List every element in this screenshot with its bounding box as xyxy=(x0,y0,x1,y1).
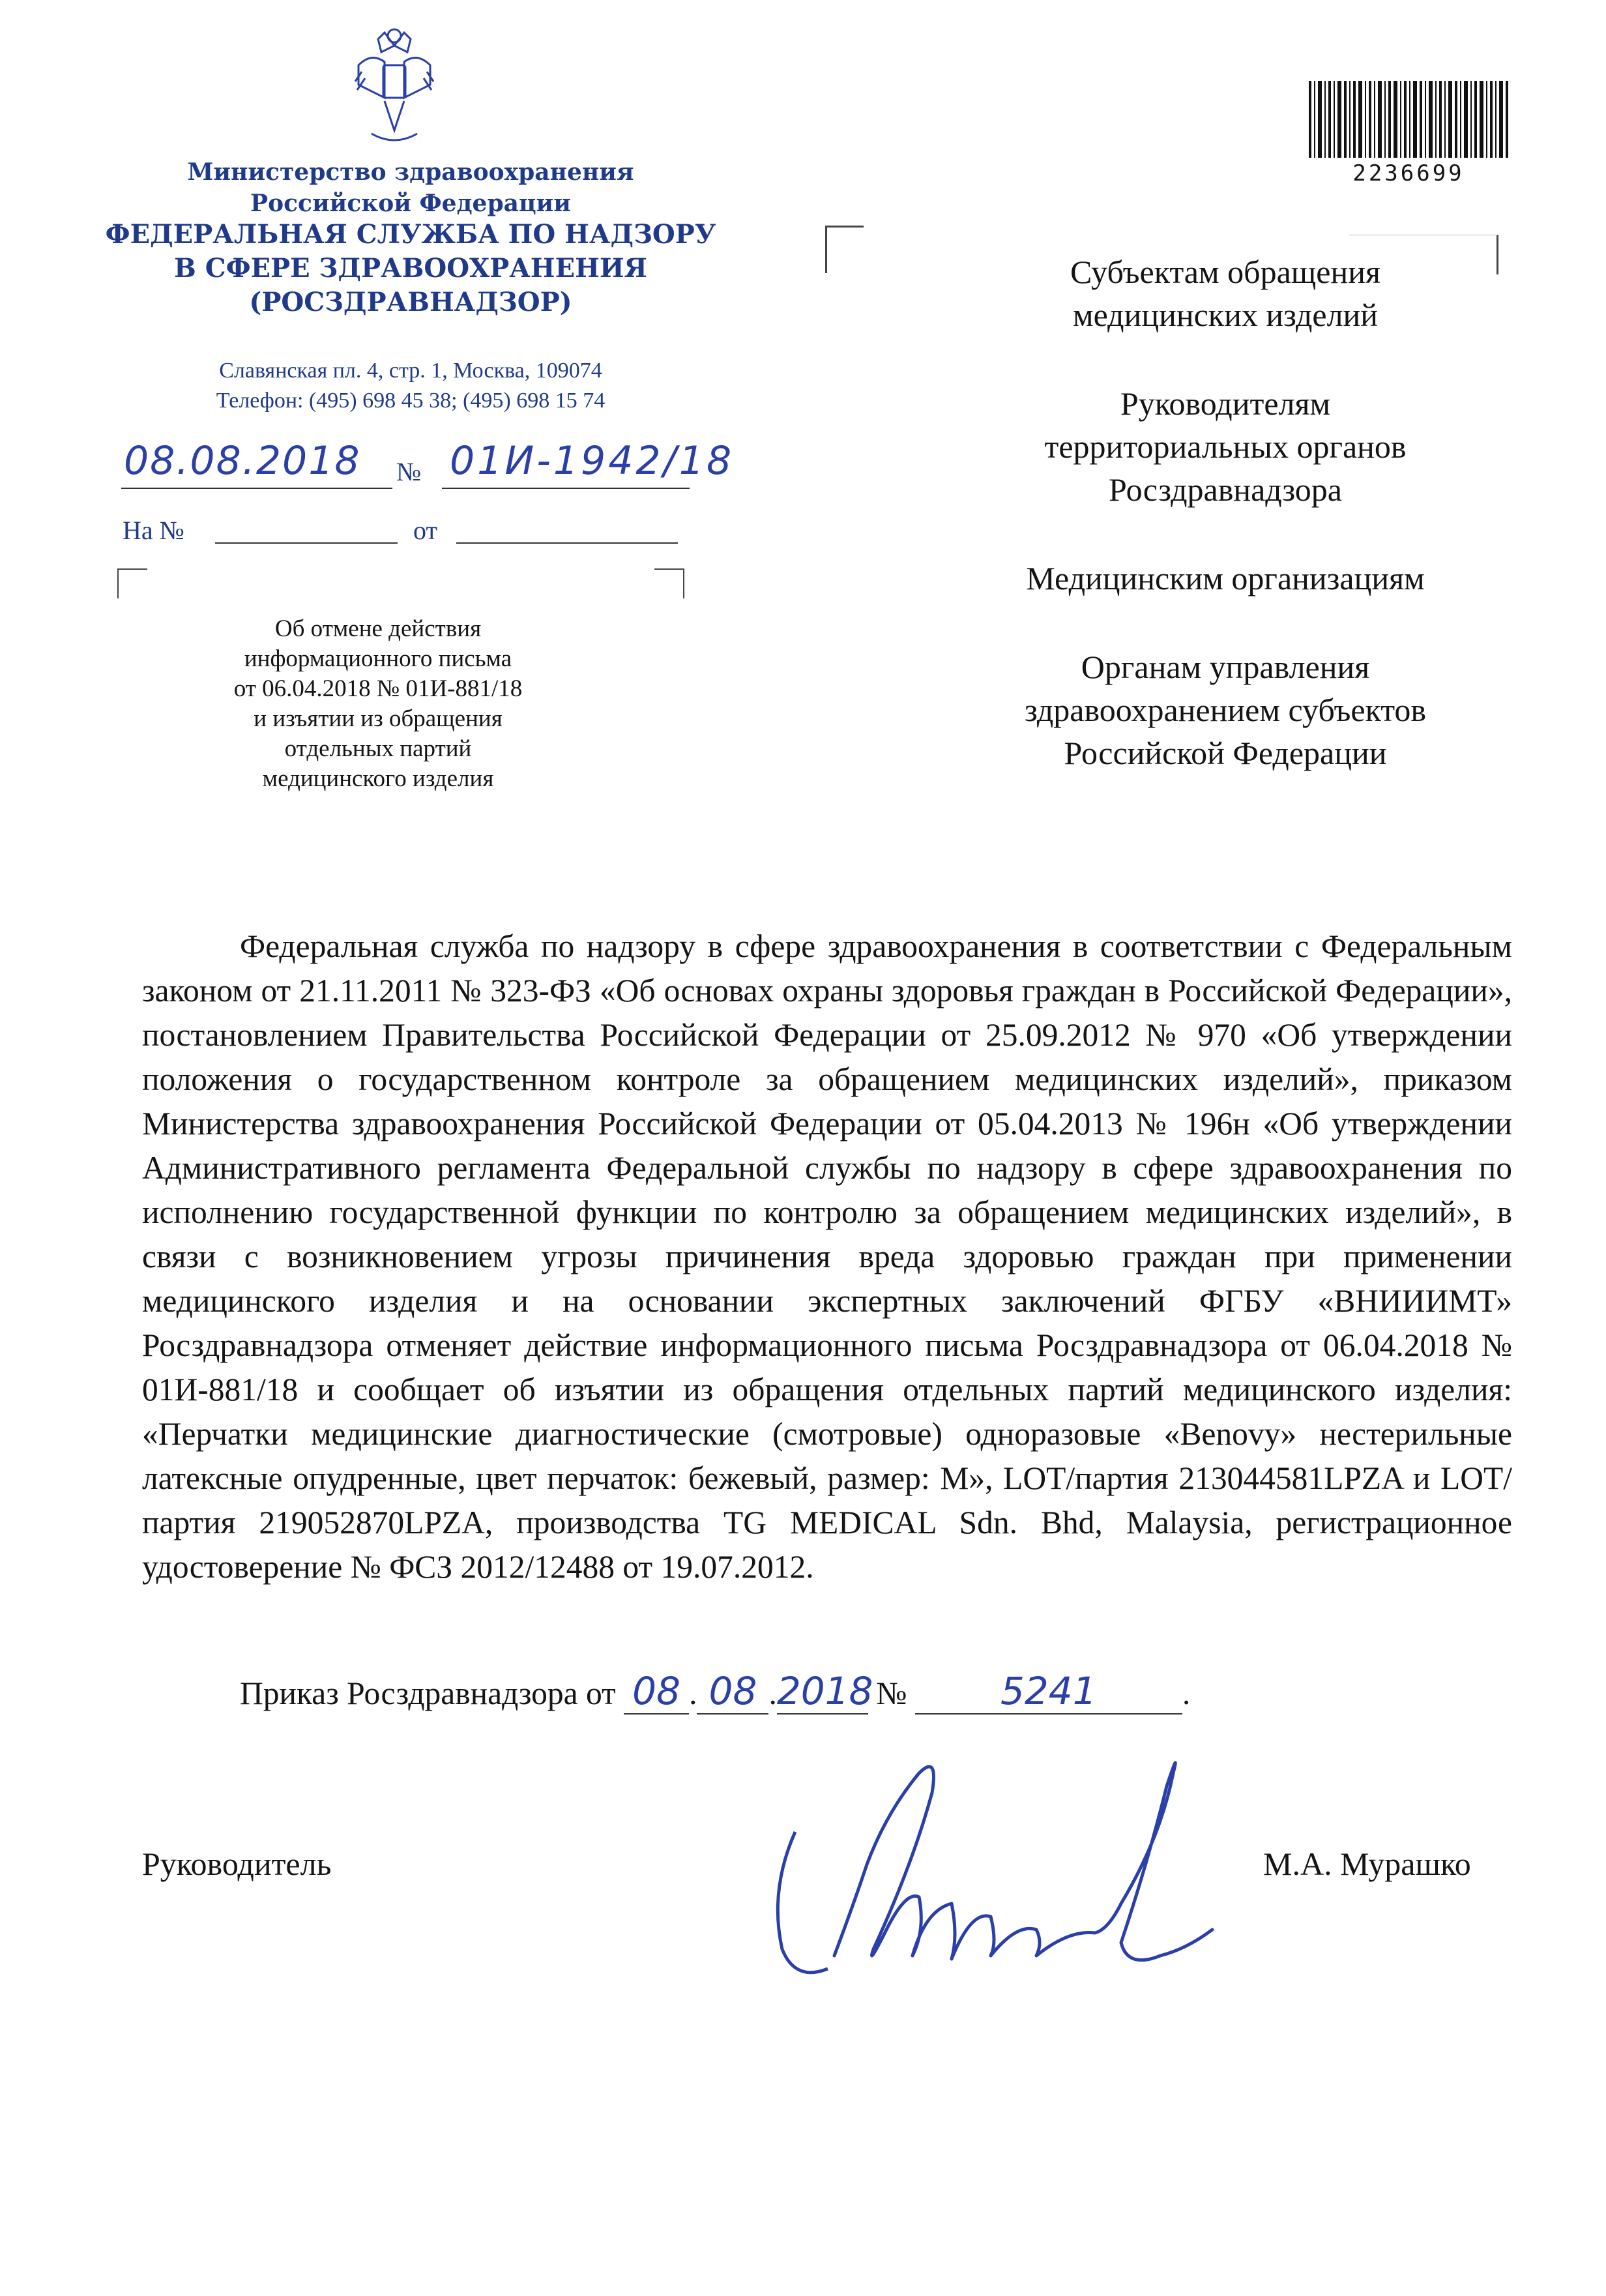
addressee-line: Органам управления xyxy=(1081,649,1370,685)
addressee-line: медицинских изделий xyxy=(1072,297,1379,333)
service-line-3: (РОСЗДРАВНАДЗОР) xyxy=(249,287,572,317)
order-number-label: № xyxy=(876,1675,907,1711)
subject-line: медицинского изделия xyxy=(262,765,494,792)
registration-number: 01И-1942/18 xyxy=(450,438,735,484)
subject-line: отдельных партий xyxy=(284,735,472,762)
address-line-1: Славянская пл. 4, стр. 1, Москва, 109074 xyxy=(219,359,602,383)
signatory-position: Руководитель xyxy=(142,1846,332,1882)
ministry-line-2: Российской Федерации xyxy=(250,190,571,217)
coat-of-arms-emblem xyxy=(345,20,443,150)
number-underline xyxy=(442,488,690,489)
addressee-bracket-left xyxy=(825,226,864,273)
date-underline xyxy=(121,488,392,489)
order-prefix: Приказ Росздравнадзора от xyxy=(240,1675,616,1711)
addressee-group xyxy=(906,557,1545,600)
subject-line: Об отмене действия xyxy=(274,615,482,642)
service-name xyxy=(104,218,717,319)
order-month: 08 xyxy=(697,1669,768,1715)
ministry-name xyxy=(156,156,665,219)
order-line: Приказ Росздравнадзора от 08 . 08 .2018 № 5241 . xyxy=(240,1669,1191,1713)
reply-number-line xyxy=(215,542,398,544)
addressee-group xyxy=(906,382,1545,511)
barcode-number: 2236699 xyxy=(1352,160,1465,186)
barcode xyxy=(1309,81,1508,166)
address-block xyxy=(130,356,691,416)
addressee-line: Медицинским организациям xyxy=(1026,560,1425,596)
subject-line: информационного письма xyxy=(244,645,512,672)
addressee-line: здравоохранением субъектов xyxy=(1024,692,1427,728)
service-line-1: ФЕДЕРАЛЬНАЯ СЛУЖБА ПО НАДЗОРУ xyxy=(105,219,716,250)
subject-bracket-right xyxy=(654,568,684,598)
order-number: 5241 xyxy=(915,1669,1182,1715)
order-suffix: . xyxy=(1182,1675,1191,1711)
addressee-line: территориальных органов xyxy=(1044,428,1407,465)
reply-label: На № xyxy=(123,516,184,545)
registration-date: 08.08.2018 xyxy=(124,438,361,484)
order-year: 2018 xyxy=(776,1669,873,1713)
handwritten-signature xyxy=(756,1734,1264,2008)
body-paragraph: Федеральная служба по надзору в сфере здравоохранения в соответствии с Федеральным законом от 21.11.2011 № 323-ФЗ «Об основах охраны здоровья граждан в Российской Федерации», постановлением Правительства Российской Федерации от 25.09.2012 № 970 «Об утверждении положения о государственном контроле за обращением медицинских изделий», приказом Министерства здравоохранения Российской Федерации от 05.04.2013 № 196н «Об утверждении Административного регламента Федеральной службы по надзору в сфере здравоохранения по исполнению государственной функции по контролю за обращением медицинских изделий», в связи с возникновением угрозы причинения вреда здоровью граждан при применении медицинского изделия и на основании экспертных заключений ФГБУ «ВНИИИМТ» Росздравнадзора отменяет действие информационного письма Росздравнадзора от 06.04.2018 № 01И-881/18 и сообщает об изъятии из обращения отдельных партий медицинского изделия: «Перчатки медицинские диагностические (смотровые) одноразовые «Benovy» нестерильные латексные опудренные, цвет перчаток: бежевый, размер: M», LOT/партия 213044581LPZA и LOT/партия 219052870LPZA, производства TG MEDICAL Sdn. Bhd, Malaysia, регистрационное удостоверение № ФСЗ 2012/12488 от 19.07.2012. xyxy=(142,928,1512,1585)
service-line-2: В СФЕРЕ ЗДРАВООХРАНЕНИЯ xyxy=(174,253,647,284)
number-label: № xyxy=(396,457,422,486)
addressee-group xyxy=(906,645,1545,774)
subject-line: от 06.04.2018 № 01И-881/18 xyxy=(233,675,523,702)
addressee-line: Руководителям xyxy=(1120,385,1331,422)
ministry-line-1: Министерство здравоохранения xyxy=(187,158,634,186)
signatory-name: М.А. Мурашко xyxy=(1263,1846,1471,1882)
subject-block xyxy=(196,614,561,794)
addressee-group xyxy=(906,250,1545,336)
address-line-2: Телефон: (495) 698 45 38; (495) 698 15 74 xyxy=(216,389,606,413)
order-day: 08 xyxy=(624,1669,689,1715)
addressee-line: Российской Федерации xyxy=(1064,735,1387,771)
barcode-bars xyxy=(1309,81,1508,166)
addressee-line: Росздравнадзора xyxy=(1109,471,1342,508)
addressees-block xyxy=(906,250,1545,820)
addressee-line: Субъектам обращения xyxy=(1070,254,1380,290)
subject-line: и изъятии из обращения xyxy=(254,705,503,732)
reply-date-line xyxy=(456,542,678,544)
subject-bracket-left xyxy=(117,568,147,598)
reply-from-label: от xyxy=(413,516,437,545)
